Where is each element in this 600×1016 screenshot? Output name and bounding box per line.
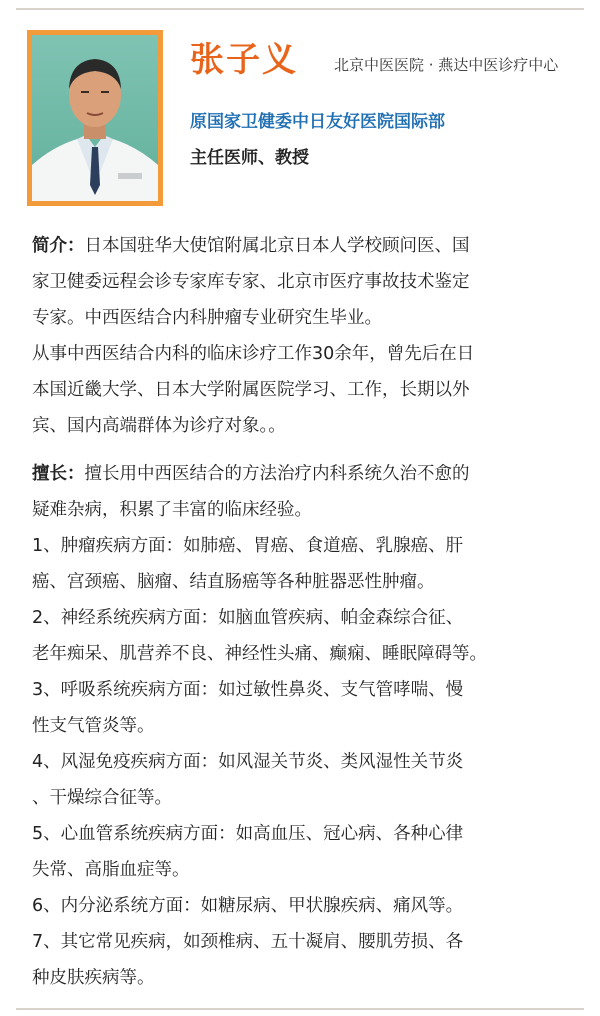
specialty-line-9: 、干燥综合征等。: [32, 788, 172, 808]
specialty-line-4: 2、神经系统疾病方面：如脑血管疾病、帕金森综合征、: [32, 608, 464, 628]
doctor-photo-frame: [27, 30, 163, 206]
specialty-line-6: 3、呼吸系统疾病方面：如过敏性鼻炎、支气管哮喘、慢: [32, 680, 464, 700]
profile-content: [32, 228, 572, 996]
doctor-photo: [32, 35, 158, 201]
specialty-line-11: 失常、高脂血症等。: [32, 860, 190, 880]
intro-line-2: 专家。中西医结合内科肿瘤专业研究生毕业。: [32, 308, 382, 328]
specialty-line-14: 种皮肤疾病等。: [32, 968, 155, 988]
specialty-line-10: 5、心血管系统疾病方面：如高血压、冠心病、各种心律: [32, 824, 464, 844]
specialty-line-2: 1、肿瘤疾病方面：如肺癌、胃癌、食道癌、乳腺癌、肝: [32, 536, 464, 556]
specialty-line-7: 性支气管炎等。: [32, 716, 155, 736]
doctor-title: 主任医师、教授: [190, 148, 309, 168]
doctor-name: 张子义: [190, 40, 298, 80]
intro-line-1: 家卫健委远程会诊专家库专家、北京市医疗事故技术鉴定: [32, 272, 470, 292]
former-affiliation: 原国家卫健委中日友好医院国际部: [190, 112, 445, 132]
specialty-line-0: 擅长：擅长用中西医结合的方法治疗内科系统久治不愈的: [32, 464, 470, 484]
section-gap: [32, 444, 572, 456]
specialty-line-1: 疑难杂病，积累了丰富的临床经验。: [32, 500, 312, 520]
top-divider: [16, 8, 584, 10]
specialty-line-12: 6、内分泌系统方面：如糖尿病、甲状腺疾病、痛风等。: [32, 896, 464, 916]
specialty-line-5: 老年痴呆、肌营养不良、神经性头痛、癫痫、睡眠障碍等。: [32, 644, 487, 664]
intro-line-0: 简介：日本国驻华大使馆附属北京日本人学校顾问医、国: [32, 236, 470, 256]
intro-line-4: 本国近畿大学、日本大学附属医院学习、工作，长期以外: [32, 380, 470, 400]
specialty-line-3: 癌、宫颈癌、脑瘤、结直肠癌等各种脏器恶性肿瘤。: [32, 572, 435, 592]
bottom-divider: [16, 1008, 584, 1010]
specialty-label: 擅长：: [32, 464, 85, 484]
intro-label: 简介：: [32, 236, 85, 256]
hospital-name: 北京中医医院 · 燕达中医诊疗中心: [334, 56, 559, 74]
specialty-line-13: 7、其它常见疾病，如颈椎病、五十凝肩、腰肌劳损、各: [32, 932, 464, 952]
specialty-line-8: 4、风湿免疫疾病方面：如风湿关节炎、类风湿性关节炎: [32, 752, 464, 772]
doctor-portrait-illustration: [32, 35, 158, 201]
intro-line-3: 从事中西医结合内科的临床诊疗工作30余年，曾先后在日: [32, 344, 475, 364]
intro-line-5: 宾、国内高端群体为诊疗对象。。: [32, 416, 286, 436]
